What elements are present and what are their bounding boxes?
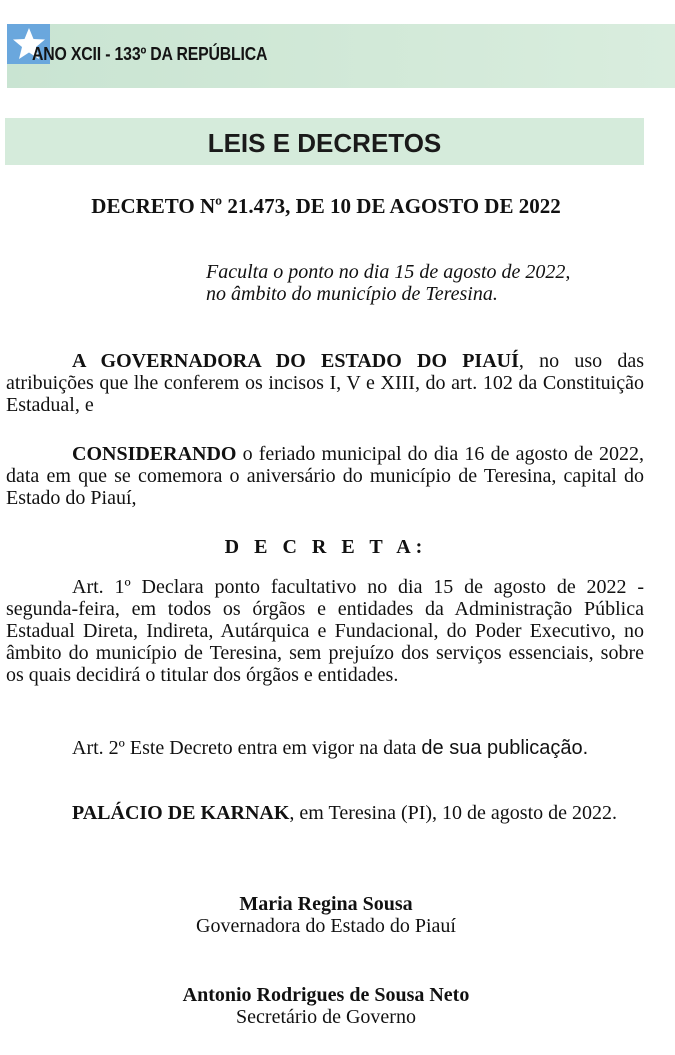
decreta-heading: D E C R E T A: [224, 536, 428, 558]
section-title: LEIS E DECRETOS [207, 128, 442, 158]
article-2 [6, 737, 644, 759]
decree-title: DECRETO Nº 21.473, DE 10 DE AGOSTO DE 2022 [91, 194, 561, 218]
preamble-text: , no uso das atribuições que lhe conferem os incisos I, V e XIII, do art. 102 da Constituição Estadual, e [6, 350, 644, 416]
signature-name: Antonio Rodrigues de Sousa Neto [182, 984, 470, 1006]
considering-paragraph [6, 443, 644, 509]
article-1: Art. 1º Declara ponto facultativo no dia 15 de agosto de 2022 - segunda-feira, em todos os órgãos e entidades da Administração Pública Estadual Direta, Indireta, Autárquica e Fundacional, do Poder Executivo, no âmbito do município de Teresina, sem prejuízo dos serviços essenciais, sobre os quais decidirá o titular dos órgãos e entidades. [6, 576, 644, 686]
signature-secretary [0, 984, 652, 1028]
decree-ementa [206, 261, 646, 305]
article-2-tail: de sua publicação. [421, 737, 589, 759]
article-2-text: Art. 2º Este Decreto entra em vigor na data [72, 737, 422, 759]
signature-governor [0, 893, 652, 937]
signature-name: Maria Regina Sousa [239, 893, 413, 915]
section-bar [5, 118, 644, 165]
signature-role: Governadora do Estado do Piauí [196, 915, 456, 937]
preamble-bold: A GOVERNADORA DO ESTADO DO PIAUÍ [72, 350, 519, 372]
preamble-paragraph [6, 350, 644, 416]
closing-text: , em Teresina (PI), 10 de agosto de 2022. [289, 802, 618, 824]
closing-bold: PALÁCIO DE KARNAK [72, 802, 290, 824]
signature-role: Secretário de Governo [236, 1006, 416, 1028]
considering-text: o feriado municipal do dia 16 de agosto de 2022, data em que se comemora o aniversário do município de Teresina, capital do Estado do Piauí, [6, 443, 644, 509]
edition-label: ANO XCII - 133º DA REPÚBLICA [32, 44, 268, 64]
ementa-line-2: no âmbito do município de Teresina. [206, 283, 498, 305]
considering-bold: CONSIDERANDO [72, 443, 237, 465]
ementa-line-1: Faculta o ponto no dia 15 de agosto de 2022, [206, 261, 571, 283]
closing-paragraph [6, 802, 644, 824]
